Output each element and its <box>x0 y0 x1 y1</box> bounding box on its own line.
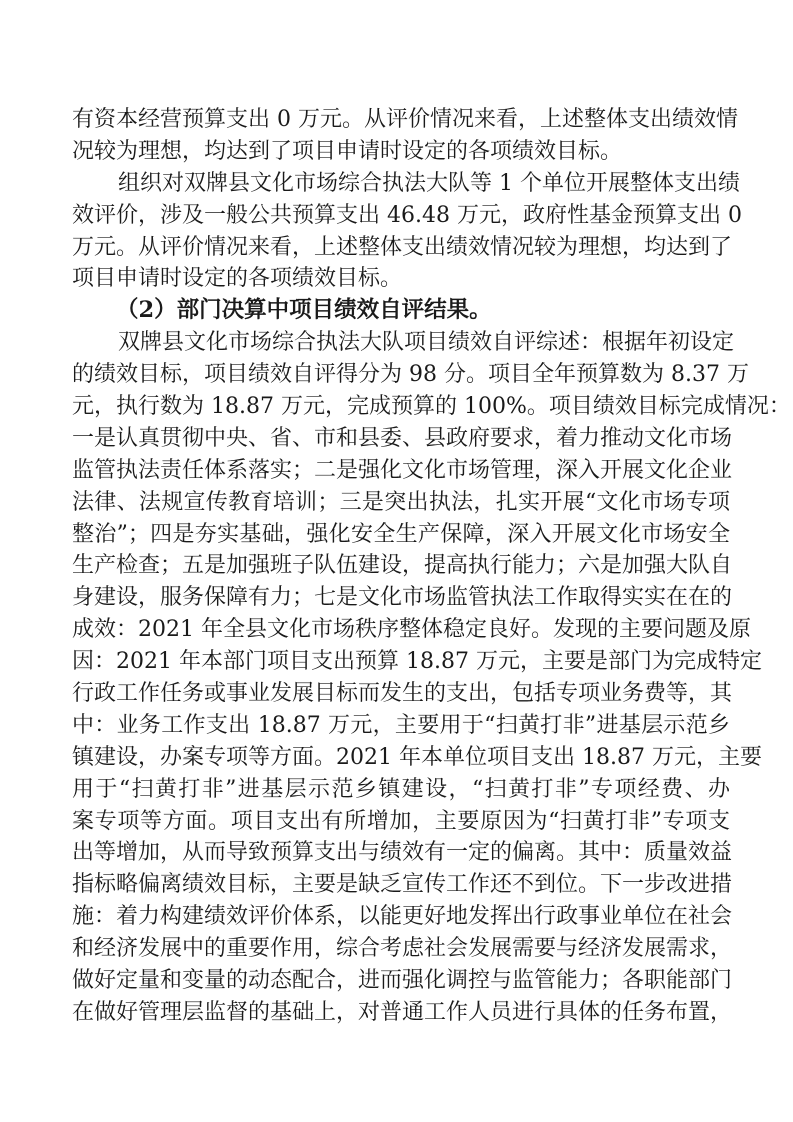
document-page <box>72 104 791 1029</box>
text-line: 的绩效目标，项目绩效自评得分为 98 分。项目全年预算数为 8.37 万 <box>72 362 749 388</box>
text-line: 项目申请时设定的各项绩效目标。 <box>72 266 403 292</box>
text-line: 元，执行数为 18.87 万元，完成预算的 100%。项目绩效目标完成情况： <box>72 394 791 420</box>
text-line: 一是认真贯彻中央、省、市和县委、县政府要求，着力推动文化市场 <box>72 425 733 451</box>
section-heading: （2）部门决算中项目绩效自评结果。 <box>116 297 492 324</box>
text-line: 组织对双牌县文化市场综合执法大队等 1 个单位开展整体支出绩 <box>118 170 740 196</box>
text-line: 做好定量和变量的动态配合，进而强化调控与监管能力；各职能部门 <box>72 968 733 994</box>
text-line: 镇建设，办案专项等方面。2021 年本单位项目支出 18.87 万元，主要 <box>72 744 762 770</box>
text-line: 中：业务工作支出 18.87 万元，主要用于“扫黄打非”进基层示范乡 <box>72 712 730 738</box>
paragraph-project-self-evaluation <box>72 327 791 1029</box>
text-line: 因：2021 年本部门项目支出预算 18.87 万元，主要是部门为完成特定 <box>72 649 762 675</box>
text-line: 成效：2021 年全县文化市场秩序整体稳定良好。发现的主要问题及原 <box>72 617 751 643</box>
text-line: 施：着力构建绩效评价体系，以能更好地发挥出行政事业单位在社会 <box>72 904 733 930</box>
text-line: 案专项等方面。项目支出有所增加，主要原因为“扫黄打非”专项支 <box>72 808 730 834</box>
paragraph-overall-evaluation-continued <box>72 104 738 168</box>
text-line: 双牌县文化市场综合执法大队项目绩效自评综述：根据年初设定 <box>118 330 735 356</box>
text-line: 况较为理想，均达到了项目申请时设定的各项绩效目标。 <box>72 138 623 164</box>
text-line: 用于“扫黄打非”进基层示范乡镇建设，“扫黄打非”专项经费、办 <box>72 776 730 802</box>
text-line: 整治”；四是夯实基础，强化安全生产保障，深入开展文化市场安全 <box>72 521 730 547</box>
text-line: 和经济发展中的重要作用，综合考虑社会发展需要与经济发展需求， <box>72 936 733 962</box>
text-line: 万元。从评价情况来看，上述整体支出绩效情况较为理想，均达到了 <box>72 234 733 260</box>
text-line: 身建设，服务保障有力；七是文化市场监管执法工作取得实实在在的 <box>72 585 733 611</box>
text-line: 效评价，涉及一般公共预算支出 46.48 万元，政府性基金预算支出 0 <box>72 202 742 228</box>
text-line: 监管执法责任体系落实；二是强化文化市场管理，深入开展文化企业 <box>72 457 733 483</box>
paragraph-unit-evaluation <box>72 168 742 296</box>
text-line: 法律、法规宣传教育培训；三是突出执法，扎实开展“文化市场专项 <box>72 489 730 515</box>
text-line: 生产检查；五是加强班子队伍建设，提高执行能力；六是加强大队自 <box>72 553 733 579</box>
text-line: 行政工作任务或事业发展目标而发生的支出，包括专项业务费等，其 <box>72 681 733 707</box>
text-line: 有资本经营预算支出 0 万元。从评价情况来看，上述整体支出绩效情 <box>72 107 738 132</box>
text-line: 指标略偏离绩效目标，主要是缺乏宣传工作还不到位。下一步改进措 <box>72 872 733 898</box>
text-line: 在做好管理层监督的基础上，对普通工作人员进行具体的任务布置， <box>72 999 733 1025</box>
text-line: 出等增加，从而导致预算支出与绩效有一定的偏离。其中：质量效益 <box>72 840 733 866</box>
